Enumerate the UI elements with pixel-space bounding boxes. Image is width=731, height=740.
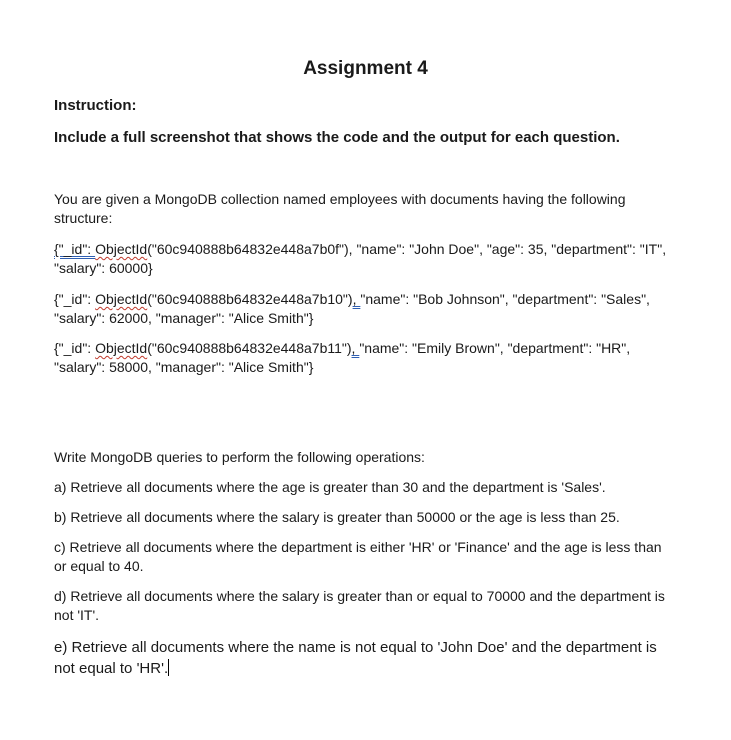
- instruction-text: Include a full screenshot that shows the code and the output for each question.: [54, 129, 620, 146]
- objectid-word: ObjectId: [95, 241, 148, 257]
- question-c: c) Retrieve all documents where the department is either 'HR' or 'Finance' and the age is less than or equal to 40.: [54, 539, 662, 574]
- doc-fields: "name": "Emily Brown", "department": "HR", "salary": 58000, "manager": "Alice Smith"}: [54, 340, 631, 375]
- page-title: Assignment 4: [303, 58, 428, 79]
- question-a: a) Retrieve all documents where the age is greater than 30 and the department is 'Sales'.: [54, 479, 606, 495]
- objectid-word: ObjectId: [95, 291, 148, 307]
- doc-id: ("60c940888b64832e448a7b0f"),: [147, 241, 353, 257]
- task-intro: Write MongoDB queries to perform the following operations:: [54, 449, 425, 465]
- document-example-1: [54, 240, 676, 278]
- objectid-word: ObjectId: [95, 340, 148, 356]
- doc-open: {"_id":: [54, 291, 96, 307]
- intro-paragraph: You are given a MongoDB collection named employees with documents having the following structure:: [54, 191, 626, 226]
- doc-id: ("60c940888b64832e448a7b11"): [147, 340, 352, 356]
- doc-id: ("60c940888b64832e448a7b10"): [147, 291, 353, 307]
- doc-fields: "name": "Bob Johnson", "department": "Sales", "salary": 62000, "manager": "Alice Smith"}: [54, 291, 650, 326]
- doc-sep: ,: [352, 291, 361, 307]
- question-d: d) Retrieve all documents where the salary is greater than or equal to 70000 and the department is not 'IT'.: [54, 588, 665, 623]
- document-example-3: [54, 339, 676, 377]
- instruction-heading: Instruction:: [54, 97, 137, 114]
- doc-fields: "name": "John Doe", "age": 35, "department": "IT", "salary": 60000}: [54, 241, 667, 276]
- question-e-text: e) Retrieve all documents where the name is not equal to 'John Doe' and the department is not equal to 'HR'.: [54, 639, 657, 677]
- doc-sep: ,: [351, 340, 360, 356]
- doc-open: {"_id":: [54, 340, 96, 356]
- text-cursor: [168, 659, 169, 676]
- doc-open: {"_id":: [54, 241, 96, 257]
- question-e: [54, 637, 676, 679]
- document-example-2: [54, 290, 676, 328]
- question-b: b) Retrieve all documents where the salary is greater than 50000 or the age is less than 25.: [54, 509, 620, 525]
